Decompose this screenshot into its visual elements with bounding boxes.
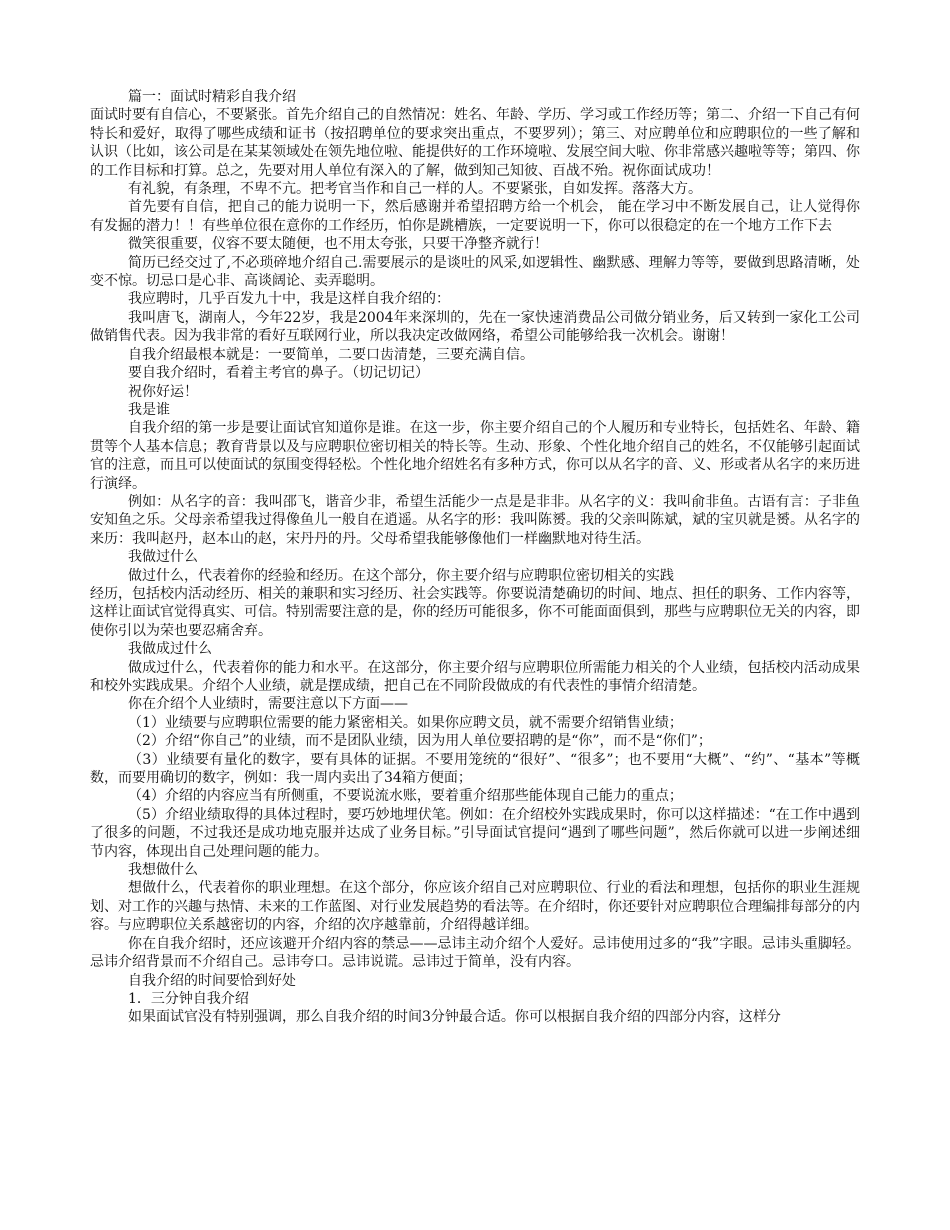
paragraph: （4）介绍的内容应当有所侧重，不要说流水账，要着重介绍那些能体现自己能力的重点； <box>128 788 683 805</box>
paragraph: 我想做什么 <box>128 862 198 879</box>
paragraph: 如果面试官没有特别强调，那么自我介绍的时间3分钟最合适。你可以根据自我介绍的四部分内容，这样分 <box>128 1009 781 1026</box>
paragraph: （2）介绍“你自己”的业绩，而不是团队业绩，因为用人单位要招聘的是“你”，而不是“你们”； <box>128 733 712 750</box>
paragraph: 自我介绍最根本就是：一要简单，二要口齿清楚，三要充满自信。 <box>128 346 534 363</box>
paragraph: 我是谁 <box>128 401 170 418</box>
paragraph: 我应聘时，几乎百发九十中，我是这样自我介绍的： <box>128 291 450 308</box>
paragraph: 篇一：面试时精彩自我介绍 <box>128 89 296 105</box>
paragraph: 我叫唐飞，湖南人，今年22岁，我是2004年来深圳的，先在一家快速消费品公司做分销业务，后又转到一家化工公司做销售代表。因为我非常的看好互联网行业，所以我决定改做网络，希望公司能够给我一次机会。谢谢！ <box>90 309 860 345</box>
paragraph: 自我介绍的时间要恰到好处 <box>128 972 296 989</box>
paragraph: 你在自我介绍时，还应该避开介绍内容的禁忌——忌讳主动介绍个人爱好。忌讳使用过多的“我”字眼。忌讳头重脚轻。忌讳介绍背景而不介绍自己。忌讳夸口。忌讳说谎。忌讳过于简单，没有内容。 <box>90 935 860 971</box>
paragraph: 1．三分钟自我介绍 <box>128 990 249 1007</box>
paragraph: 微笑很重要，仪容不要太随便，也不用太夸张，只要干净整齐就行！ <box>128 236 548 253</box>
paragraph: 面试时要有自信心，不要紧张。首先介绍自己的自然情况：姓名、年龄、学历、学习或工作经历等；第二、介绍一下自己有何特长和爱好，取得了哪些成绩和证书（按招聘单位的要求突出重点，不要罗列）；第三、对应聘单位和应聘职位的一些了解和认识（比如，该公司是在某某领域处在领先地位啦、能提供好的工作环境啦、发展空间大啦、你非常感兴趣啦等等；第四、你的工作目标和打算。总之，先要对用人单位有深入的了解，做到知己知彼、百战不殆。祝你面试成功！ <box>90 107 860 179</box>
paragraph: 自我介绍的第一步是要让面试官知道你是谁。在这一步，你主要介绍自己的个人履历和专业特长，包括姓名、年龄、籍贯等个人基本信息；教育背景以及与应聘职位密切相关的特长等。生动、形象、个性化地介绍自己的姓名，不仅能够引起面试官的注意，而且可以使面试的氛围变得轻松。个性化地介绍姓名有多种方式，你可以从名字的音、义、形或者从名字的来历进行演绎。 <box>90 420 860 492</box>
paragraph: （1）业绩要与应聘职位需要的能力紧密相关。如果你应聘文员，就不需要介绍销售业绩； <box>128 714 683 731</box>
paragraph: 首先要有自信，把自己的能力说明一下，然后感谢并希望招聘方给一个机会， 能在学习中不断发展自己，让人觉得你有发掘的潜力！！有些单位很在意你的工作经历，怕你是跳槽族，一定要说明一下，你可以很稳定的在一个地方工作下去 <box>90 199 860 234</box>
paragraph: 做过什么，代表着你的经验和经历。在这个部分，你主要介绍与应聘职位密切相关的实践 <box>128 567 674 584</box>
paragraph: 例如：从名字的音：我叫邵飞，谐音少非，希望生活能少一点是是非非。从名字的义：我叫俞非鱼。古语有言：子非鱼安知鱼之乐。父母亲希望我过得像鱼儿一般自在逍遥。从名字的形：我叫陈赟。我的父亲叫陈斌，斌的宝贝就是赟。从名字的来历：我叫赵丹，赵本山的赵，宋丹丹的丹。父母希望我能够像他们一样幽默地对待生活。 <box>90 493 860 547</box>
paragraph: 我做过什么 <box>128 549 198 566</box>
paragraph: （3）业绩要有量化的数字，要有具体的证据。不要用笼统的“很好”、“很多”；也不要用“大概”、“约”、“基本”等概数，而要用确切的数字，例如：我一周内卖出了34箱方便面； <box>90 751 860 787</box>
paragraph: 祝你好运！ <box>128 383 198 400</box>
paragraph: 有礼貌，有条理，不卑不亢。把考官当作和自己一样的人。不要紧张，自如发挥。落落大方。 <box>128 181 702 198</box>
paragraph: 我做成过什么 <box>128 641 212 658</box>
paragraph: （5）介绍业绩取得的具体过程时，要巧妙地埋伏笔。例如：在介绍校外实践成果时，你可以这样描述：“在工作中遇到了很多的问题，不过我还是成功地克服并达成了业务目标。”引导面试官提问“遇到了哪些问题”，然后你就可以进一步阐述细节内容，体现出自己处理问题的能力。 <box>90 806 860 860</box>
paragraph: 想做什么，代表着你的职业理想。在这个部分，你应该介绍自己对应聘职位、行业的看法和理想，包括你的职业生涯规划、对工作的兴趣与热情、未来的工作蓝图、对行业发展趋势的看法等。在介绍时，你还要针对应聘职位合理编排每部分的内容。与应聘职位关系越密切的内容，介绍的次序越靠前，介绍得越详细。 <box>90 880 860 934</box>
paragraph: 你在介绍个人业绩时，需要注意以下方面—— <box>128 696 408 713</box>
paragraph: 经历，包括校内活动经历、相关的兼职和实习经历、社会实践等。你要说清楚确切的时间、地点、担任的职务、工作内容等，这样让面试官觉得真实、可信。特别需要注意的是，你的经历可能很多，你不可能面面俱到，那些与应聘职位无关的内容，即使你引以为荣也要忍痛舍弃。 <box>90 585 860 639</box>
paragraph: 简历已经交过了,不必琐碎地介绍自己.需要展示的是谈吐的风采,如逻辑性、幽默感、理解力等等，要做到思路清晰，处变不惊。切忌口是心非、高谈阔论、卖弄聪明。 <box>90 254 860 290</box>
paragraph: 做成过什么，代表着你的能力和水平。在这部分，你主要介绍与应聘职位所需能力相关的个人业绩，包括校内活动成果和校外实践成果。介绍个人业绩，就是摆成绩，把自己在不同阶段做成的有代表性的事情介绍清楚。 <box>90 659 860 694</box>
paragraph: 要自我介绍时，看着主考官的鼻子。（切记切记） <box>128 365 429 382</box>
